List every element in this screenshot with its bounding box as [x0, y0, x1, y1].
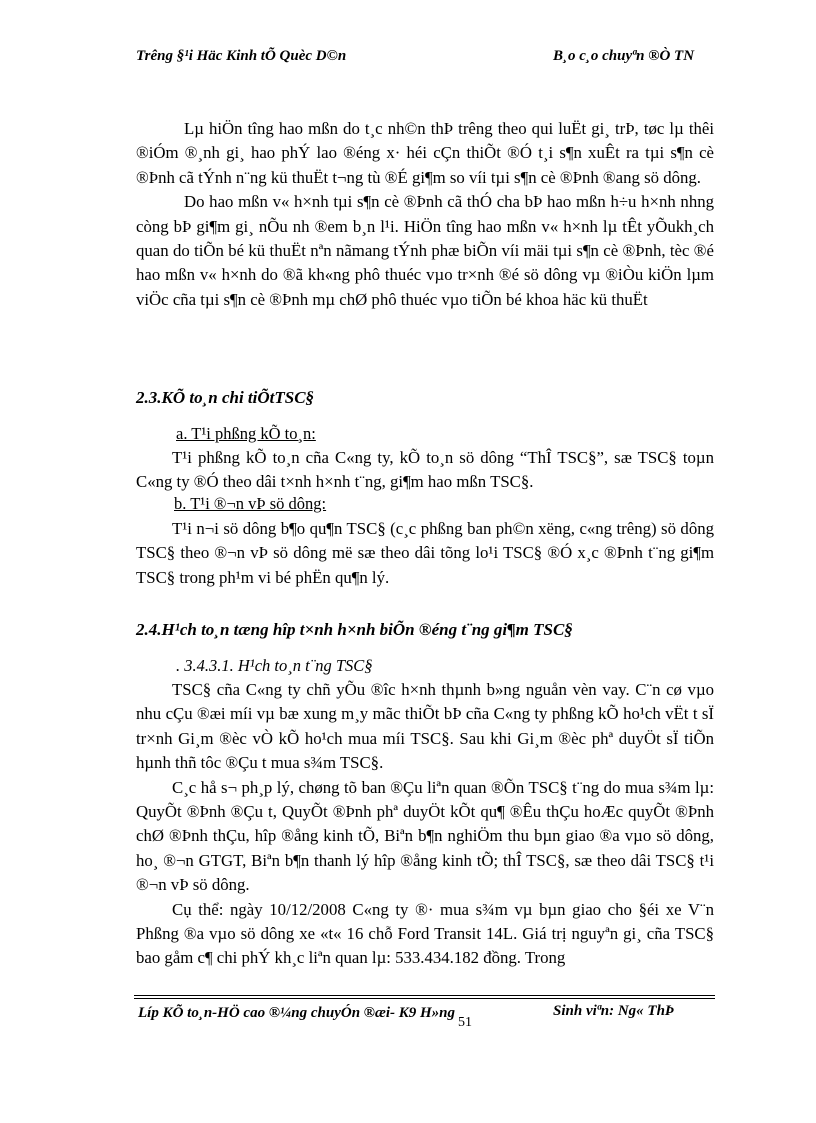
paragraph-6: C¸c hå s¬ ph¸p lý, chøng tõ ban ®Çu liªn quan ®Õn TSC§ t¨ng do mua s¾m lµ: QuyÕt ®Þnh ®Çu t, QuyÕt ®Þnh phª duyÖt kÕt qu¶ ®Êu thÇu hoÆc quyÕt ®Þnh chØ ®Þnh thÇu, hîp ®ång kinh tÕ, Biªn b¶n nghiÖm thu bµn giao ®a vµo sö dông, ho¸ ®¬n GTGT, Biªn b¶n thanh lý hîp ®ång kinh tÕ; thÎ TSC§, sæ theo dâi TSC§ t¹i ®¬n vÞ sö dông.: [136, 777, 714, 895]
footer-right: Sinh viªn: Ng« ThÞ: [553, 1003, 675, 1019]
section-heading-2-4: 2.4.H¹ch to¸n tæng hîp t×nh h×nh biÕn ®éng t¨ng gi¶m TSC§: [136, 620, 573, 639]
paragraph-1: Lµ hiÖn tîng hao mßn do t¸c nh©n thÞ trêng theo qui luËt gi¸ trÞ, tøc lµ thêi ®iÓm ®¸nh gi¸ hao phÝ lao ®éng x· héi cÇn thiÕt ®Ó t¸i s¶n xuÊt ra tµi s¶n cè ®Þnh cã tÝnh n¨ng kü thuËt t¬ng tù ®É gi¶m so víi tµi s¶n cè ®Þnh ®ang sö dông.: [136, 119, 714, 187]
footer-left: Líp KÕ to¸n-HÖ cao ®¼ng chuyÓn ®æi- K9 H»ng: [138, 1005, 456, 1021]
footer-rule-top: [134, 995, 715, 996]
body-block-1: [136, 117, 714, 312]
footer-rule-bottom: [134, 998, 715, 999]
subheading-a: a. T¹i phßng kÕ to¸n:: [176, 424, 316, 443]
subheading-b: b. T¹i ®¬n vÞ sö dông:: [174, 494, 327, 513]
body-block-2: [136, 446, 714, 495]
paragraph-2: Do hao mßn v« h×nh tµi s¶n cè ®Þnh cã thÓ cha bÞ hao mßn h÷u h×nh nhng còng bÞ gi¶m gi¸ nÕu nh ®em b¸n l¹i. HiÖn tîng hao mßn v« h×nh lµ tÊt yÕukh¸ch quan do tiÕn bé kü thuËt nªn nãmang tÝnh phæ biÕn víi mäi tµi s¶n cè ®Þnh, tèc ®é hao mßn v« h×nh do ®ã kh«ng phô thuéc vµo tr×nh ®é sö dông vµ ®iÒu kiÖn lµm viÖc cña tµi s¶n cè ®Þnh mµ chØ phô thuéc vµo tiÕn bé khoa häc kü thuËt: [136, 192, 714, 309]
paragraph-7: Cụ thể: ngày 10/12/2008 C«ng ty ®· mua s¾m vµ bµn giao cho §éi xe V¨n Phßng ®a vµo sö dông xe «t« 16 chỗ Ford Transit 14L. Giá trị nguyªn gi¸ cña TSC§ bao gåm c¶ chi phÝ kh¸c liªn quan lµ: 533.434.182 đồng. Trong: [136, 899, 714, 968]
paragraph-5: TSC§ cña C«ng ty chñ yÕu ®îc h×nh thµnh b»ng nguån vèn vay. C¨n cø vµo nhu cÇu ®æi míi vµ bæ xung m¸y mãc thiÕt bÞ cña C«ng ty phßng kÕ ho¹ch vËt t sÏ tr×nh Gi¸m ®èc vÒ kÕ ho¹ch mua míi TSC§. Sau khi Gi¸m ®èc phª duyÖt sÏ tiÕn hµnh thñ tôc ®Çu t mua s¾m TSC§.: [136, 680, 714, 773]
paragraph-4: T¹i n¬i sö dông b¶o qu¶n TSC§ (c¸c phßng ban ph©n xëng, c«ng trêng) sö dông TSC§ theo ®¬n vÞ sö dông më sæ theo dâi tõng lo¹i TSC§ ®Ó x¸c ®Þnh t¨ng gi¶m TSC§ trong ph¹m vi bé phËn qu¶n lý.: [136, 519, 714, 587]
header-right: B¸o c¸o chuyªn ®Ò TN: [553, 48, 695, 64]
section-heading-2-3: 2.3.KÕ to¸n chi tiÕtTSC§: [136, 388, 315, 407]
paragraph-3: T¹i phßng kÕ to¸n cña C«ng ty, kÕ to¸n sö dông “ThÎ TSC§”, sæ TSC§ toµn C«ng ty ®Ó theo dâi t×nh h×nh t¨ng, gi¶m hao mßn TSC§.: [136, 448, 714, 492]
header-left: Trêng §¹i Häc Kinh tÕ Quèc D©n: [136, 48, 347, 64]
page-number: 51: [458, 1015, 472, 1030]
body-block-3: [136, 517, 714, 590]
body-block-4: [136, 678, 714, 971]
subheading-3-4-3-1: . 3.4.3.1. H¹ch to¸n t¨ng TSC§: [176, 656, 373, 675]
